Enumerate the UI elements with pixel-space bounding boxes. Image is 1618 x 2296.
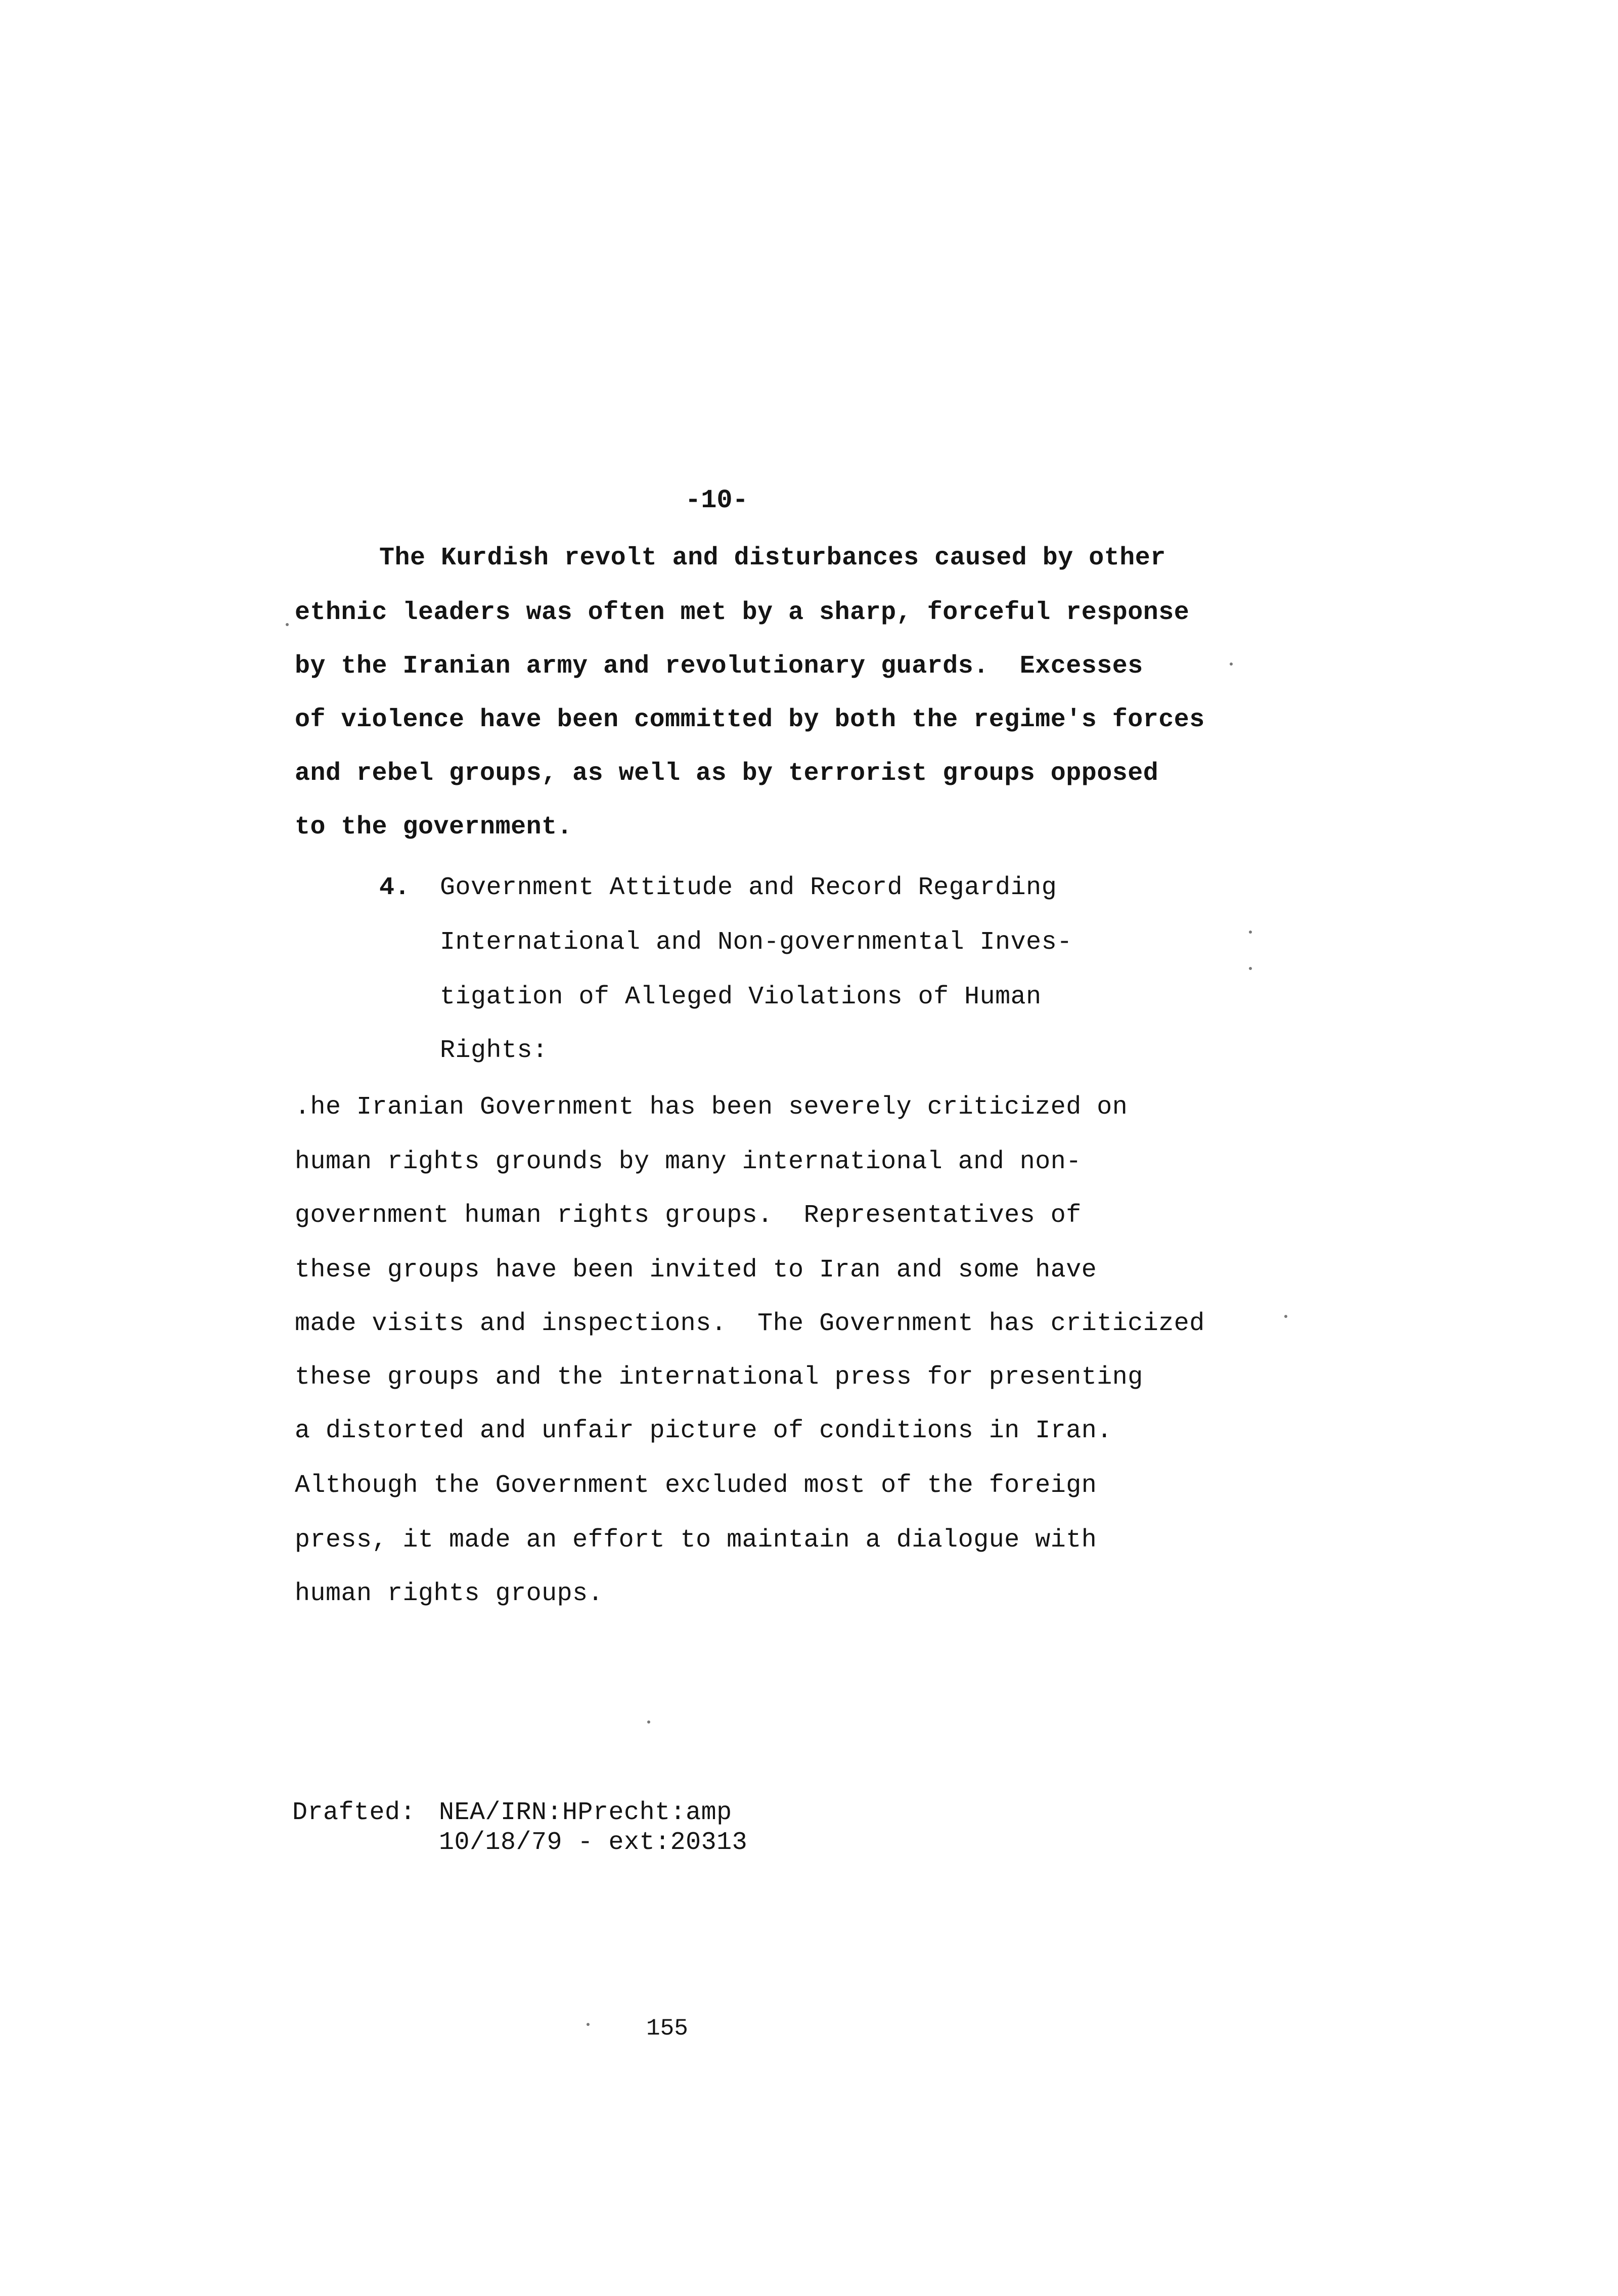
scan-speck [647, 1720, 650, 1724]
section-heading-line-3: tigation of Alleged Violations of Human [440, 983, 1042, 1011]
section-heading-line-2: International and Non-governmental Inves- [440, 928, 1072, 957]
footer-page-number: 155 [646, 2015, 688, 2042]
paragraph-2-line-7: a distorted and unfair picture of conditions in Iran. [295, 1417, 1112, 1445]
drafted-line-2: 10/18/79 - ext:20313 [439, 1828, 748, 1857]
paragraph-1-line-5: and rebel groups, as well as by terrorist groups opposed [295, 759, 1159, 788]
paragraph-1-line-3: by the Iranian army and revolutionary guards. Excesses [295, 652, 1143, 681]
scan-speck [1249, 931, 1252, 934]
paragraph-2-line-5: made visits and inspections. The Government has criticized [295, 1309, 1205, 1338]
scan-speck [286, 623, 289, 626]
paragraph-2-line-3: government human rights groups. Representatives of [295, 1201, 1082, 1230]
paragraph-1-line-1: The Kurdish revolt and disturbances caused by other [379, 544, 1166, 572]
paragraph-2-line-9: press, it made an effort to maintain a dialogue with [295, 1526, 1097, 1555]
scan-speck [1230, 663, 1233, 666]
paragraph-1-line-6: to the government. [295, 813, 573, 842]
paragraph-2-line-6: these groups and the international press for presenting [295, 1363, 1143, 1392]
paragraph-2-line-8: Although the Government excluded most of the foreign [295, 1471, 1097, 1500]
scan-speck [1284, 1315, 1287, 1318]
paragraph-1-line-4: of violence have been committed by both the regime's forces [295, 705, 1205, 734]
drafted-label: Drafted: [292, 1798, 416, 1827]
paragraph-2-line-2: human rights grounds by many international and non- [295, 1147, 1082, 1176]
paragraph-2-line-1: .he Iranian Government has been severely criticized on [295, 1093, 1128, 1122]
scan-speck [587, 2023, 590, 2026]
section-heading-line-4: Rights: [440, 1036, 548, 1065]
paragraph-2-line-4: these groups have been invited to Iran and some have [295, 1256, 1097, 1285]
paragraph-2-line-10: human rights groups. [295, 1579, 604, 1608]
drafted-line-1: NEA/IRN:HPrecht:amp [439, 1798, 732, 1827]
section-number: 4. [379, 873, 411, 902]
section-heading-line-1: Government Attitude and Record Regarding [440, 873, 1057, 902]
scan-speck [1249, 967, 1252, 970]
page-header-number: -10- [685, 485, 748, 515]
paragraph-1-line-2: ethnic leaders was often met by a sharp, forceful response [295, 598, 1190, 627]
